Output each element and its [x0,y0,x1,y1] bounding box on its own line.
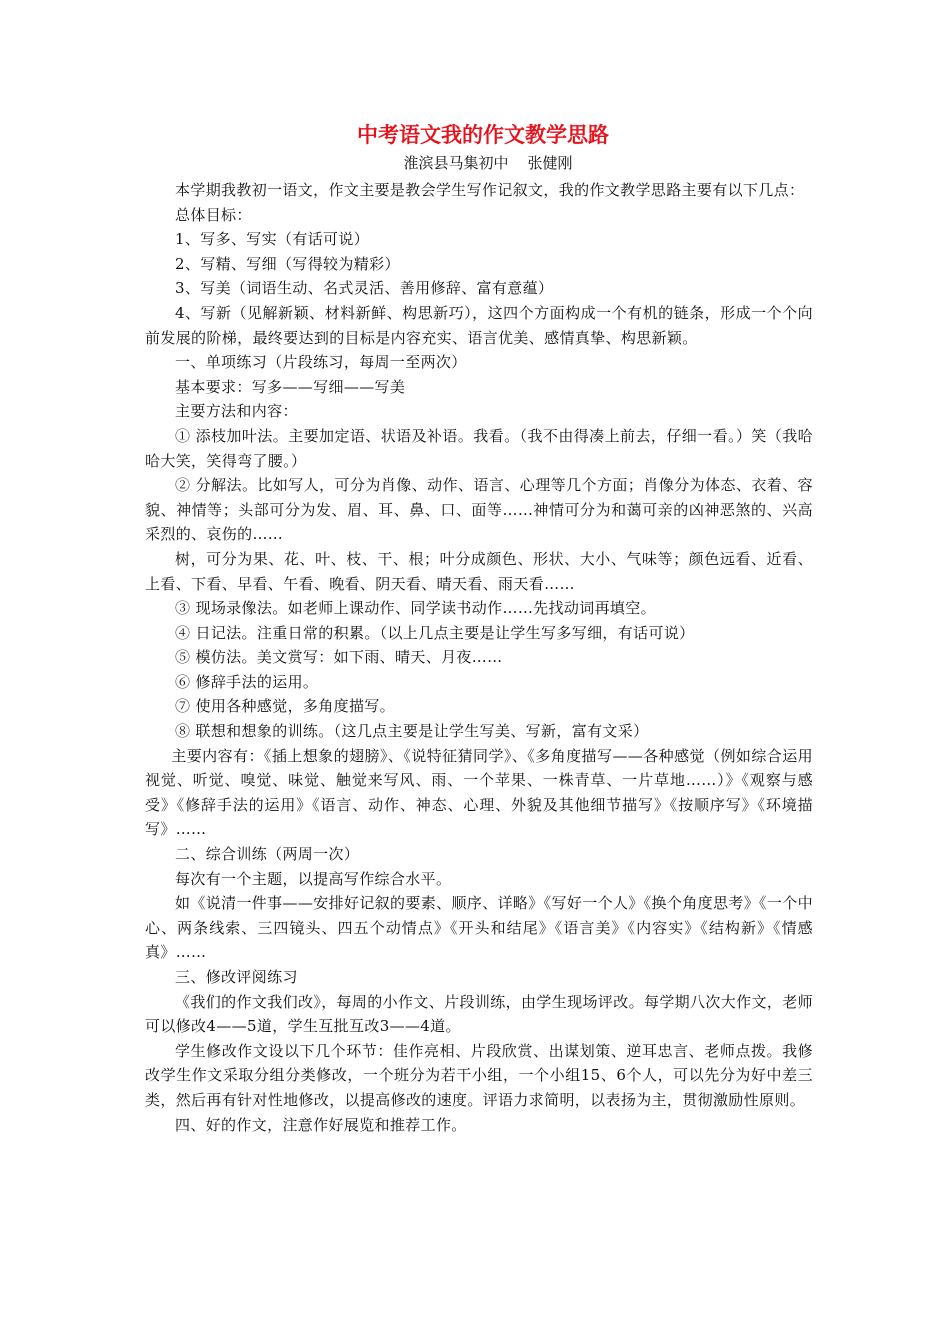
document-page [145,120,813,1137]
document-title: 中考语文我的作文教学思路 [357,122,609,147]
intro-paragraph: 本学期我教初一语文，作文主要是教会学生写作记叙文，我的作文教学思路主要有以下几点： [175,181,805,199]
method-2: ② 分解法。比如写人，可分为肖像、动作、语言、心理等几个方面；肖像分为体态、衣着、容貌、神情等；头部可分为发、眉、耳、鼻、口、面等……神情可分为和蔼可亲的凶神恶煞的、兴高采烈的、哀伤的…… [145,476,813,544]
section-4-heading: 四、好的作文，注意作好展览和推荐工作。 [175,1115,467,1134]
section-2-body: 每次有一个主题，以提高写作综合水平。 [175,869,452,888]
goal-item-3: 3、写美（词语生动、名式灵活、善用修辞、富有意蕴） [175,279,554,298]
section-3-heading: 三、修改评阅练习 [175,968,298,986]
method-7: ⑦ 使用各种感觉，多角度描写。 [175,697,396,716]
methods-heading: 主要方法和内容： [175,402,298,421]
section-2-examples: 如《说清一件事——安排好记叙的要素、顺序、详略》《写好一个人》《换个角度思考》《一个中心、两条线索、三四镜头、四五个动情点》《开头和结尾》《语言美》《内容实》《结构新》《情感真》…… [145,894,813,962]
section-3-body-2: 学生修改作文设以下几个环节：佳作亮相、片段欣赏、出谋划策、逆耳忠言、老师点拨。我修改学生作文采取分组分类修改，一个班分为若干小组，一个小组15、6个人，可以先分为好中差三类，然后再有针对性地修改，以提高修改的速度。评语力求简明，以表扬为主，贯彻激励性原则。 [145,1041,813,1109]
document-body [145,178,813,1137]
method-5: ⑤ 模仿法。美文赏写：如下雨、晴天、月夜…… [175,648,503,667]
main-content-list: 主要内容有：《插上想象的翅膀》、《说特征猜同学》、《多角度描写——各种感觉（例如综合运用视觉、听觉、嗅觉、味觉、触觉来写风、雨、一个苹果、一株青草、一片草地……）》《观察与感受》《修辞手法的运用》《语言、动作、神态、心理、外貌及其他细节描写》《按顺序写》《环境描写》…… [145,746,813,839]
method-1: ① 添枝加叶法。主要加定语、状语及补语。我看。（我不由得凑上前去，仔细一看。）笑（我哈哈大笑，笑得弯了腰。） [145,426,813,470]
section-1-heading: 一、单项练习（片段练习，每周一至两次） [175,353,467,372]
method-6: ⑥ 修辞手法的运用。 [175,672,319,691]
section-3-body-1: 《我们的作文我们改》，每周的小作文、片段训练，由学生现场评改。每学期八次大作文，老师可以修改4——5道，学生互批互改3——4道。 [145,992,813,1036]
method-2-continued: 树，可分为果、花、叶、枝、干、根；叶分成颜色、形状、大小、气味等；颜色远看、近看、上看、下看、早看、午看、晚看、阴天看、晴天看、雨天看…… [145,549,813,593]
section-2-heading: 二、综合训练（两周一次） [175,845,360,864]
method-4: ④ 日记法。注重日常的积累。（以上几点主要是让学生写多写细，有话可说） [175,623,695,642]
goal-item-2: 2、写精、写细（写得较为精彩） [175,254,400,273]
method-8: ⑧ 联想和想象的训练。（这几点主要是让学生写美、写新，富有文采） [175,722,649,741]
author-byline: 淮滨县马集初中 张健刚 [403,154,573,172]
goal-item-4: 4、写新（见解新颖、材料新鲜、构思新巧），这四个方面构成一个有机的链条，形成一个个向前发展的阶梯，最终要达到的目标是内容充实、语言优美、感情真挚、构思新颖。 [145,303,813,347]
basic-requirement: 基本要求：写多——写细——写美 [175,377,406,396]
overall-goal-heading: 总体目标： [175,205,252,224]
goal-item-1: 1、写多、写实（有话可说） [175,230,370,249]
method-3: ③ 现场录像法。如老师上课动作、同学读书动作……先找动词再填空。 [175,599,656,618]
